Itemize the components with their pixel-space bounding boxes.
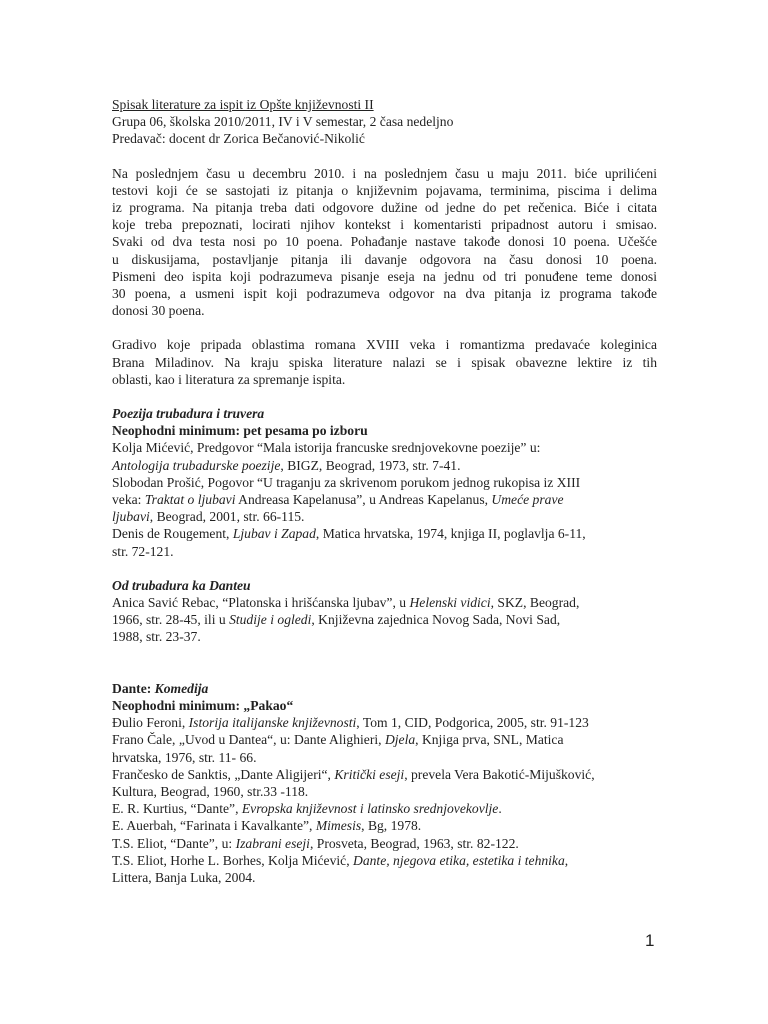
intro-paragraph-1 [112, 165, 657, 320]
document-page [112, 96, 657, 886]
section-minimum: Neophodni minimum: pet pesama po izboru [112, 423, 368, 439]
paragraph-line: donosi 30 poena. [112, 303, 205, 319]
section-troubadours [112, 405, 657, 560]
bibliography-line: Denis de Rougement, Ljubav i Zapad, Matica hrvatska, 1974, knjiga II, poglavlja 6-11, [112, 526, 586, 542]
bibliography-line: Anica Savić Rebac, “Platonska i hrišćanska ljubav”, u Helenski vidici, SKZ, Beograd, [112, 595, 580, 611]
group-info: Grupa 06, školska 2010/2011, IV i V semestar, 2 časa nedeljno [112, 114, 454, 130]
bibliography-line: Slobodan Prošić, Pogovor “U traganju za skrivenom porukom jednog rukopisa iz XIII [112, 474, 581, 490]
bibliography-line: Antologija trubadurske poezije, BIGZ, Beograd, 1973, str. 7-41. [112, 457, 461, 473]
paragraph-line: 30 poena, a usmeni ispit koji podrazumeva odgovor na dva pitanja iz programa takođe [112, 286, 657, 302]
bibliography-line: ljubavi, Beograd, 2001, str. 66-115. [112, 509, 305, 525]
paragraph-line: Brana Miladinov. Na kraju spiska literature nalazi se i spisak obavezne lektire iz tih [112, 354, 657, 370]
bibliography-line: T.S. Eliot, “Dante”, u: Izabrani eseji, Prosveta, Beograd, 1963, str. 82-122. [112, 835, 519, 851]
paragraph-line: Pismeni deo ispita koji podrazumeva pisanje eseja na jednu od tri ponuđene teme donosi [112, 268, 657, 284]
section-troubadours-to-dante [112, 577, 657, 646]
paragraph-line: u diskusijama, postavljanje pitanja ili davanje odgovora na času donosi 10 poena. [112, 251, 657, 267]
section-minimum: Neophodni minimum: „Pakao“ [112, 697, 294, 713]
bibliography-line: Đulio Feroni, Istorija italijanske književnosti, Tom 1, CID, Podgorica, 2005, str. 91-123 [112, 715, 589, 731]
bibliography-line: E. R. Kurtius, “Dante”, Evropska književnost i latinsko srednjovekovlje. [112, 801, 502, 817]
bibliography-line: Littera, Banja Luka, 2004. [112, 869, 256, 885]
paragraph-line: Na poslednjem času u decembru 2010. i na poslednjem času u maju 2011. biće uprilićeni [112, 165, 657, 181]
paragraph-line: oblasti, kao i literatura za spremanje ispita. [112, 371, 346, 387]
bibliography-line: str. 72-121. [112, 543, 174, 559]
lecturer-info: Predavač: docent dr Zorica Bečanović-Nikolić [112, 131, 365, 147]
paragraph-line: Gradivo koje pripada oblastima romana XVIII veka i romantizma predavaće koleginica [112, 337, 657, 353]
bibliography-line: 1988, str. 23-37. [112, 629, 201, 645]
section-title: Dante: Komedija [112, 680, 209, 696]
bibliography-line: 1966, str. 28-45, ili u Studije i ogledi, Književna zajednica Novog Sada, Novi Sad, [112, 612, 561, 628]
section-title: Od trubadura ka Danteu [112, 577, 251, 593]
paragraph-line: Svaki od dva testa nosi po 10 poena. Pohađanje nastave takođe donosi 10 poena. Učešće [112, 234, 657, 250]
paragraph-line: koje treba prepoznati, locirati njihov kontekst i komentaristi pripadnost autoru i smisao. [112, 217, 657, 233]
intro-paragraph-2 [112, 336, 657, 388]
bibliography-line: hrvatska, 1976, str. 11- 66. [112, 749, 257, 765]
bibliography-line: Frančesko de Sanktis, „Dante Aligijeri“, Kritički eseji, prevela Vera Bakotić-Mijušković, [112, 766, 595, 782]
section-title: Poezija trubadura i truvera [112, 406, 265, 422]
bibliography-line: veka: Traktat o ljubavi Andreasa Kapelanusa”, u Andreas Kapelanus, Umeće prave [112, 492, 564, 508]
bibliography-line: E. Auerbah, “Farinata i Kavalkante”, Mimesis, Bg, 1978. [112, 818, 422, 834]
bibliography-line: T.S. Eliot, Horhe L. Borhes, Kolja Mićević, Dante, njegova etika, estetika i tehnika, [112, 852, 569, 868]
section-dante [112, 680, 657, 886]
paragraph-line: iz programa. Na pitanja treba dati odgovore dužine od jedne do pet rečenica. Biće i citata [112, 200, 657, 216]
bibliography-line: Kultura, Beograd, 1960, str.33 -118. [112, 783, 309, 799]
document-title: Spisak literature za ispit iz Opšte književnosti II [112, 97, 374, 112]
bibliography-line: Kolja Mićević, Predgovor “Mala istorija francuske srednjovekovne poezije” u: [112, 440, 541, 456]
page-number: 1 [645, 931, 655, 950]
bibliography-line: Frano Čale, „Uvod u Dantea“, u: Dante Alighieri, Djela, Knjiga prva, SNL, Matica [112, 732, 564, 748]
paragraph-line: testovi koji će se sastojati iz pitanja o književnim pojavama, terminima, piscima i delima [112, 182, 657, 198]
